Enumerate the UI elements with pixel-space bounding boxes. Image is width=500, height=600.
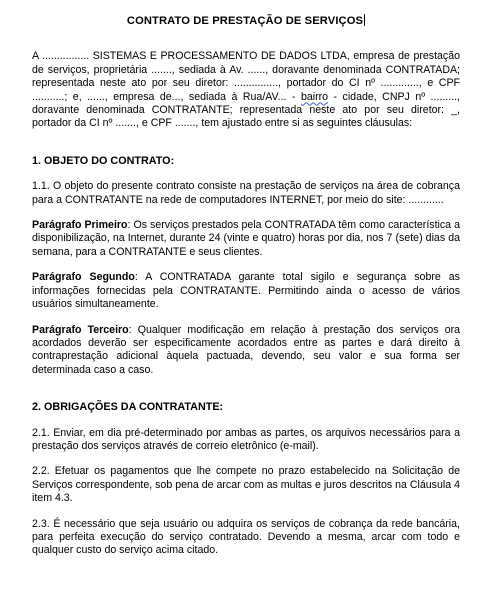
spacer (32, 312, 460, 324)
intro-part2: - cidade, CNPJ nº ........., doravante denominada CONTRATANTE; representada neste ato por seu diretor: _, portador da CI nº ......., e CPF ......., tem ajustado entre si as seguintes cláusulas: (32, 90, 460, 130)
intro-part1: A ................ SISTEMAS E PROCESSAMENTO DE DADOS LTDA, empresa de prestação de serviços, proprietária ......., sediada à Av. ......, doravante denominada CONTRATADA; representada neste ato por seu diretor: ..............., portador do CI nº ............., e CPF ...........; e, ......, empresa de..., sediada à Rua/AV... - (32, 50, 460, 103)
paragraph-segundo (32, 271, 460, 311)
text-cursor (364, 14, 365, 26)
document-title (32, 14, 460, 28)
spacer (32, 453, 460, 465)
spacer (32, 377, 460, 401)
paragraph-primeiro-label: Parágrafo Primeiro (32, 219, 128, 232)
section1-heading: 1. OBJETO DO CONTRATO: (32, 154, 175, 167)
section2-heading: 2. OBRIGAÇÕES DA CONTRATANTE: (32, 401, 224, 414)
spacer (32, 207, 460, 219)
clause-2-1: 2.1. Enviar, em dia pré-determinado por ambas as partes, os arquivos necessários para a prestação dos serviços através de correio eletrônico (e-mail). (32, 426, 460, 452)
clause-2-3: 2.3. É necessário que seja usuário ou adquira os serviços de cobrança da rede bancária, para perfeita execução do serviço contratado. Devendo a mesma, arcar com todo e qualquer custo do serviço acima citado. (32, 517, 460, 557)
clause-2-2: 2.2. Efetuar os pagamentos que lhe compete no prazo estabelecido na Solicitação de Serviços correspondente, sob pena de arcar com as multas e juros descritos na Cláusula 4 item 4.3. (32, 465, 460, 505)
paragraph-terceiro-label: Parágrafo Terceiro (32, 323, 129, 336)
clause-1-1: 1.1. O objeto do presente contrato consiste na prestação de serviços na área de cobrança para a CONTRATANTE na rede de computadores INTERNET, por meio do site: ............ (32, 180, 460, 206)
document-title-text: CONTRATO DE PRESTAÇÃO DE SERVIÇOS (126, 15, 364, 27)
spellcheck-flagged-word: bairro (300, 90, 329, 103)
paragraph-primeiro-text: : Os serviços prestados pela CONTRATADA têm como característica a disponibilização, na Internet, durante 24 (vinte e quatro) horas por dia, nos 7 (sete) dias da semana, para a CONTRATANTE e seus clientes. (32, 219, 460, 258)
paragraph-terceiro (32, 324, 460, 378)
paragraph-primeiro (32, 219, 460, 259)
paragraph-segundo-text: : A CONTRATADA garante total sigilo e segurança sobre as informações fornecidas pela CONTRATANTE. Permitindo ainda o acesso de vários usuários simultaneamente. (32, 271, 460, 311)
spacer (32, 131, 460, 155)
paragraph-terceiro-text: : Qualquer modificação em relação à prestação dos serviços ora acordados deverão ser especificamente acordados entre as partes e dará direito à contraprestação adicional àquela pactuada, devendo, seu valor e sua forma ser determinada caso a caso. (32, 323, 461, 376)
spacer (32, 168, 460, 180)
spacer (32, 415, 460, 427)
spacer (32, 259, 460, 271)
paragraph-segundo-label: Parágrafo Segundo (32, 271, 135, 284)
spacer (32, 506, 460, 518)
intro-paragraph (32, 50, 460, 130)
